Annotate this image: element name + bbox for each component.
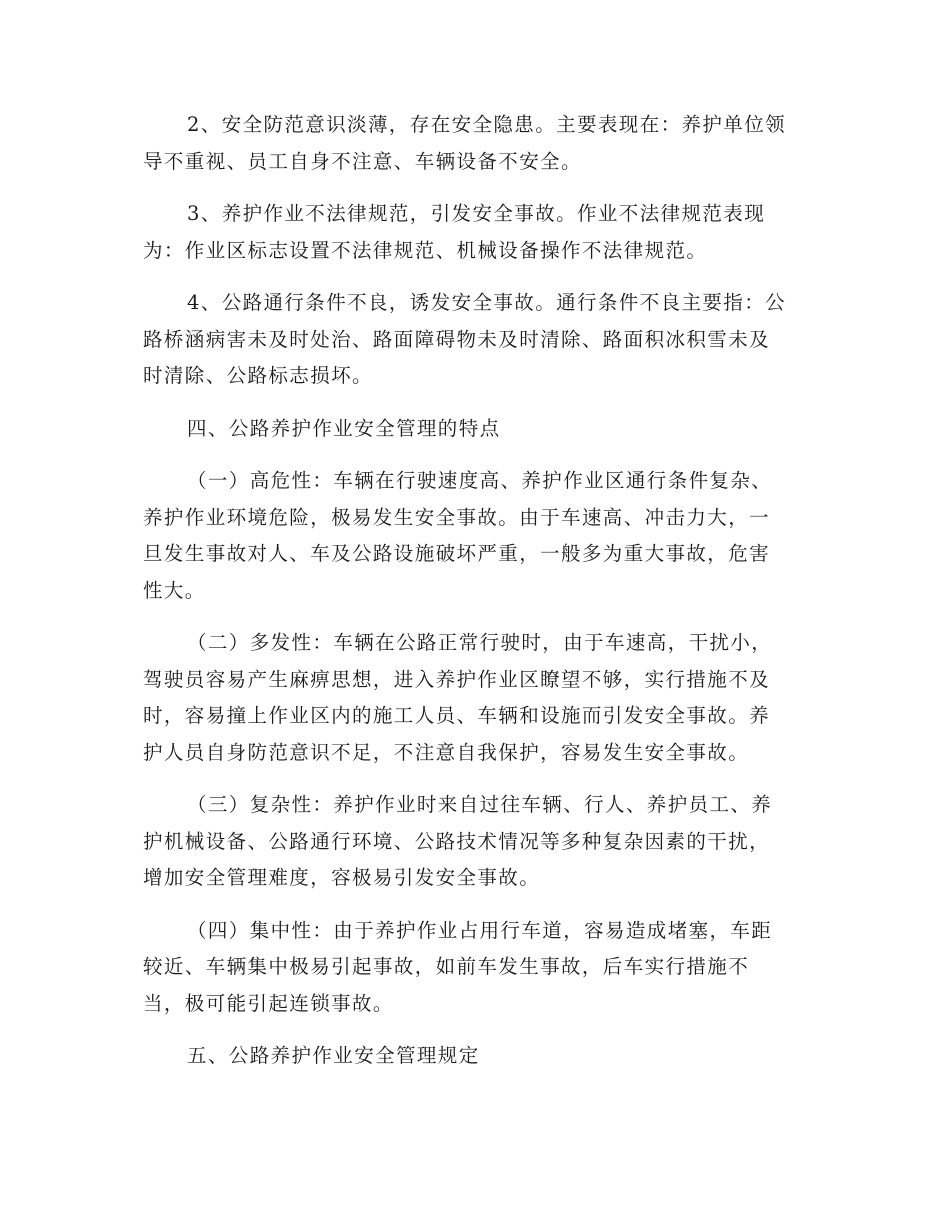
paragraph-safety-awareness: [143, 107, 815, 180]
text-line: 时清除、公路标志损坏。: [143, 364, 373, 387]
text-line: 为：作业区标志设置不法律规范、机械设备操作不法律规范。: [143, 238, 708, 262]
paragraph-frequent: [143, 625, 815, 771]
text-line: （二）多发性：车辆在公路正常行驶时，由于车速高，干扰小，: [187, 631, 773, 654]
text-line: 时，容易撞上作业区内的施工人员、车辆和设施而引发安全事故。养: [143, 704, 771, 727]
text-line: 旦发生事故对人、车及公路设施破坏严重，一般多为重大事故，危害: [143, 542, 771, 565]
paragraph-concentration: [143, 913, 815, 1023]
text-line: 驾驶员容易产生麻痹思想，进入养护作业区瞭望不够，实行措施不及: [143, 667, 771, 691]
text-line: 导不重视、员工自身不注意、车辆设备不安全。: [143, 149, 582, 173]
text-line: 当，极可能引起连锁事故。: [143, 991, 394, 1015]
heading-text: 四、公路养护作业安全管理的特点: [187, 416, 501, 440]
text-line: 护人员自身防范意识不足，不注意自我保护，容易发生安全事故。: [143, 740, 750, 764]
document-body: [143, 107, 815, 1091]
text-line: （一）高危性：车辆在行驶速度高、养护作业区通行条件复杂、: [187, 469, 773, 492]
text-line: 3、养护作业不法律规范，引发安全事故。作业不法律规范表现: [187, 202, 766, 225]
paragraph-operation-standards: [143, 196, 815, 269]
text-line: 4、公路通行条件不良，诱发安全事故。通行条件不良主要指：公: [187, 291, 787, 314]
paragraph-road-conditions: [143, 285, 815, 395]
section-heading-regulations: [143, 1038, 815, 1075]
text-line: 性大。: [143, 578, 206, 602]
text-line: 增加安全管理难度，容极易引发安全事故。: [143, 866, 541, 889]
text-line: 路桥涵病害未及时处治、路面障碍物未及时清除、路面积冰积雪未及: [143, 327, 771, 351]
heading-text: 五、公路养护作业安全管理规定: [187, 1044, 480, 1067]
paragraph-complexity: [143, 787, 815, 897]
text-line: 2、安全防范意识淡薄，存在安全隐患。主要表现在：养护单位领: [187, 113, 787, 136]
paragraph-high-risk: [143, 463, 815, 609]
text-line: （三）复杂性：养护作业时来自过往车辆、行人、养护员工、养: [187, 793, 773, 816]
text-line: 护机械设备、公路通行环境、公路技术情况等多种复杂因素的干扰，: [143, 829, 771, 853]
section-heading-characteristics: [143, 411, 815, 448]
text-line: （四）集中性：由于养护作业占用行车道，容易造成堵塞，车距: [187, 918, 773, 942]
text-line: 养护作业环境危险，极易发生安全事故。由于车速高、冲击力大，一: [143, 505, 771, 529]
text-line: 较近、车辆集中极易引起事故，如前车发生事故，后车实行措施不: [143, 955, 750, 978]
